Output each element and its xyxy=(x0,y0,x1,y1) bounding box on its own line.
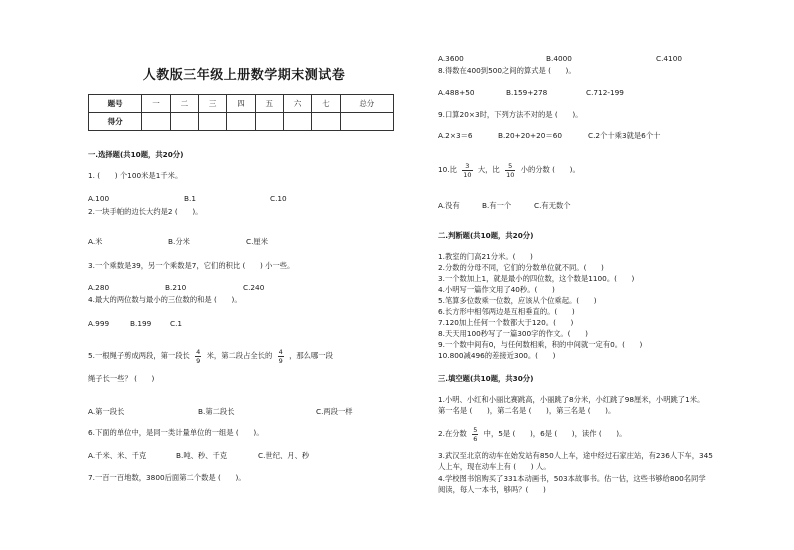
question-9: 9.口算20×3时，下列方法不对的是 ( )。 xyxy=(438,110,583,119)
question-5 xyxy=(88,345,333,367)
fill-question-4: 4.学校图书馆购买了331本动画书，503本故事书。估一估，这些书够给800名同学 xyxy=(438,474,706,483)
question-2: 2.一块手帕的边长大约是2 ( )。 xyxy=(88,207,203,216)
q7-option-b: B.4000 xyxy=(546,54,572,63)
q7-option-c: C.4100 xyxy=(656,54,682,63)
q5-text-part1: 5.一根绳子剪成两段，第一段长 xyxy=(88,351,190,360)
q2-option-c: C.厘米 xyxy=(246,237,269,246)
q8-option-b: B.159+278 xyxy=(506,88,548,97)
judge-item-4: 4.小明写一篇作文用了40秒。( ) xyxy=(438,285,555,294)
score-header-cell: 题号 xyxy=(89,95,142,113)
q10-text-part1: 10.比 xyxy=(438,165,457,174)
score-row-label: 得分 xyxy=(89,113,142,131)
score-header-cell: 七 xyxy=(312,95,340,113)
judge-item-3: 3.一个数加上1，就是最小的四位数，这个数是1100。( ) xyxy=(438,274,635,283)
q2-option-b: B.分米 xyxy=(168,237,190,246)
fraction-denominator: 10 xyxy=(463,170,472,179)
q10-text-part3: 小的分数 ( )。 xyxy=(520,165,580,174)
q6-option-b: B.吨、秒、千克 xyxy=(176,451,228,460)
q10-fraction-2 xyxy=(505,162,515,179)
score-cell xyxy=(312,113,340,131)
f2-text-part1: 2.在分数 xyxy=(438,429,467,438)
score-table-header-row xyxy=(89,95,394,113)
score-table xyxy=(88,94,394,131)
q10-option-b: B.有一个 xyxy=(482,201,512,210)
fill-question-3: 3.武汉至北京的动车在始发站有850人上车，途中经过石家庄站，有236人下车，345 xyxy=(438,451,713,460)
q6-option-c: C.世纪、月、秒 xyxy=(258,451,310,460)
judge-item-8: 8.天天用100秒写了一篇300字的作文。( ) xyxy=(438,329,588,338)
fill-question-4-continued: 阅读，每人一本书，够吗？( ) xyxy=(438,485,546,494)
q8-option-a: A.488+50 xyxy=(438,88,475,97)
judge-item-9: 9.一个数中间有0，与任何数相乘，积的中间就一定有0。( ) xyxy=(438,340,643,349)
score-header-cell: 三 xyxy=(198,95,226,113)
score-header-cell: 四 xyxy=(227,95,255,113)
question-4: 4.最大的两位数与最小的三位数的和是 ( )。 xyxy=(88,295,242,304)
score-cell xyxy=(227,113,255,131)
score-cell xyxy=(142,113,170,131)
question-3: 3.一个乘数是39，另一个乘数是7，它们的积比 ( ) 小一些。 xyxy=(88,261,295,270)
q5-text-part3: ，那么哪一段 xyxy=(289,351,333,360)
q5-fraction-2 xyxy=(278,348,284,365)
q5-option-a: A.第一段长 xyxy=(88,407,125,416)
fraction-numerator: 4 xyxy=(196,347,201,356)
fill-question-2 xyxy=(438,423,626,445)
judge-item-2: 2.分数的分母不同，它们的分数单位就不同。( ) xyxy=(438,263,604,272)
q3-option-b: B.210 xyxy=(165,283,187,292)
score-cell xyxy=(255,113,283,131)
section-2-title: 二.判断题(共10题，共20分) xyxy=(438,231,534,240)
q10-text-part2: 大，比 xyxy=(477,165,500,174)
q3-option-a: A.280 xyxy=(88,283,110,292)
judge-item-6: 6.长方形中相邻两边是互相垂直的。( ) xyxy=(438,307,575,316)
fraction-denominator: 6 xyxy=(473,434,478,443)
q5-text-part2: 米，第二段占全长的 xyxy=(206,351,273,360)
q1-option-c: C.10 xyxy=(270,194,287,203)
fill-question-3-continued: 人上车，现在动车上有 ( ) 人。 xyxy=(438,462,551,471)
question-1: 1. ( ) 个100米是1千米。 xyxy=(88,171,183,180)
q1-option-a: A.100 xyxy=(88,194,110,203)
q5-option-c: C.两段一样 xyxy=(316,407,353,416)
q5-option-b: B.第二段长 xyxy=(198,407,235,416)
score-cell xyxy=(198,113,226,131)
q3-option-c: C.240 xyxy=(243,283,265,292)
score-header-cell: 一 xyxy=(142,95,170,113)
section-3-title: 三.填空题(共10题，共30分) xyxy=(438,374,534,383)
fill-question-1: 1.小明、小红和小丽比赛跳高，小丽跳了8分米，小红跳了98厘米，小明跳了1米。 xyxy=(438,395,705,404)
q5-fraction-1 xyxy=(195,348,201,365)
score-header-cell: 二 xyxy=(170,95,198,113)
q1-option-b: B.1 xyxy=(184,194,196,203)
judge-item-1: 1.教室的门高21分米。( ) xyxy=(438,252,533,261)
judge-item-7: 7.120加上任何一个数都大于120。( ) xyxy=(438,318,574,327)
q4-option-c: C.1 xyxy=(170,319,183,328)
question-8: 8.得数在400到500之间的算式是 ( )。 xyxy=(438,66,576,75)
score-cell xyxy=(340,113,393,131)
score-table-score-row xyxy=(89,113,394,131)
judge-item-5: 5.笔算多位数乘一位数，应该从个位乘起。( ) xyxy=(438,296,597,305)
q6-option-a: A.千米、米、千克 xyxy=(88,451,147,460)
score-header-cell: 六 xyxy=(283,95,311,113)
q9-option-b: B.20+20+20＝60 xyxy=(498,131,562,140)
fraction-numerator: 5 xyxy=(505,162,515,171)
fraction-denominator: 9 xyxy=(196,356,201,365)
fraction-denominator: 10 xyxy=(506,170,515,179)
fraction-numerator: 3 xyxy=(462,162,472,171)
page-title: 人教版三年级上册数学期末测试卷 xyxy=(142,68,346,83)
judge-item-10: 10.800减496的差接近300。( ) xyxy=(438,351,556,360)
q8-option-c: C.712-199 xyxy=(586,88,624,97)
score-cell xyxy=(170,113,198,131)
fraction-denominator: 9 xyxy=(278,356,283,365)
q4-option-a: A.999 xyxy=(88,319,110,328)
q9-option-a: A.2×3＝6 xyxy=(438,131,473,140)
score-cell xyxy=(283,113,311,131)
section-1-title: 一.选择题(共10题，共20分) xyxy=(88,150,184,159)
score-header-cell: 总分 xyxy=(340,95,393,113)
q2-option-a: A.米 xyxy=(88,237,103,246)
question-7: 7.一百一百地数，3800后面第二个数是 ( )。 xyxy=(88,473,246,482)
fraction-numerator: 5 xyxy=(473,425,478,434)
q7-option-a: A.3600 xyxy=(438,54,464,63)
f2-fraction xyxy=(472,426,478,443)
f2-text-part2: 中，5是 ( )，6是 ( )，读作 ( )。 xyxy=(483,429,627,438)
q4-option-b: B.199 xyxy=(130,319,152,328)
question-5-continued: 绳子长一些？ ( ) xyxy=(88,374,155,383)
fraction-numerator: 4 xyxy=(278,347,283,356)
score-header-cell: 五 xyxy=(255,95,283,113)
q10-fraction-1 xyxy=(462,162,472,179)
q10-option-c: C.有无数个 xyxy=(534,201,571,210)
q9-option-c: C.2个十乘3就是6个十 xyxy=(588,131,661,140)
q10-option-a: A.没有 xyxy=(438,201,460,210)
fill-question-1-continued: 第一名是 ( )，第二名是 ( )，第三名是 ( )。 xyxy=(438,406,616,415)
question-6: 6.下面的单位中，是同一类计量单位的一组是 ( )。 xyxy=(88,428,264,437)
question-10 xyxy=(438,159,580,181)
